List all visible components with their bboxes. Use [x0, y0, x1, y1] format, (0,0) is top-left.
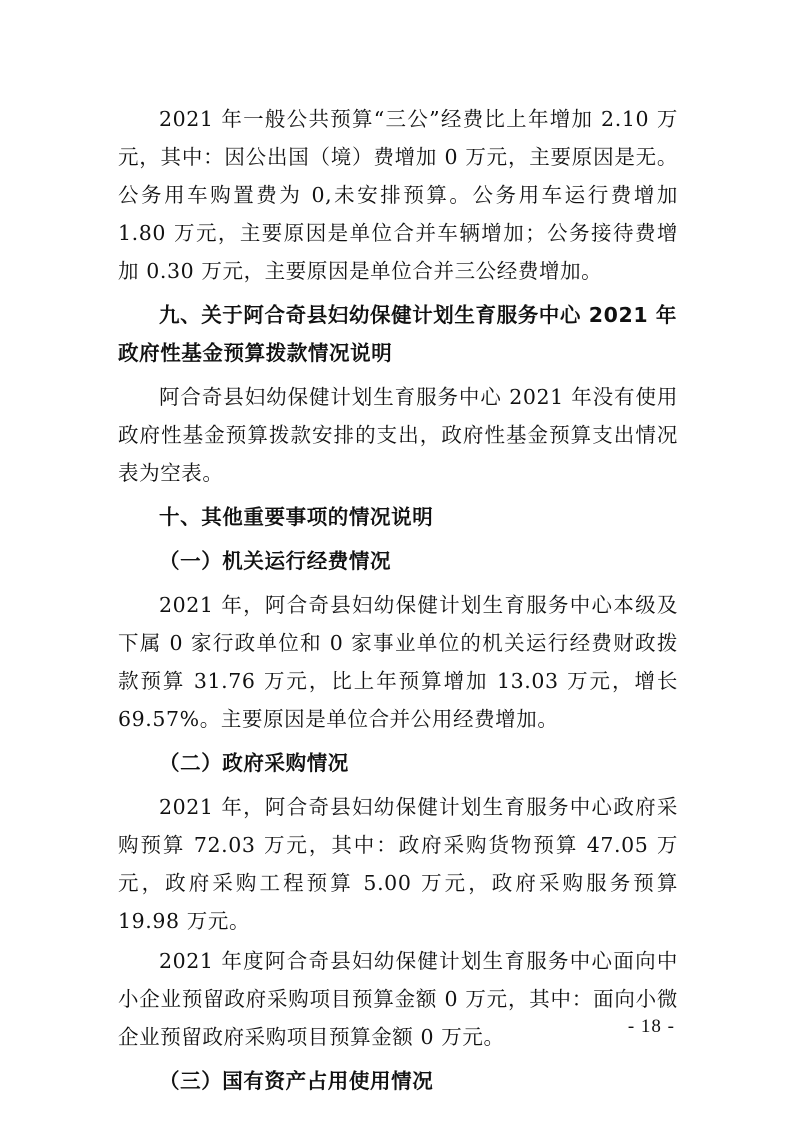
- subheading-operating-expenses: （一）机关运行经费情况: [159, 549, 392, 573]
- page-number: - 18 -: [627, 1016, 675, 1037]
- paragraph-sangong-expenses: 2021 年一般公共预算“三公”经费比上年增加 2.10 万元，其中：因公出国（境）费增加 0 万元，主要原因是无。公务用车购置费为 0,未安排预算。公务用车运行费增加 1.80 万元，主要原因是单位合并车辆增加；公务接待费增加 0.30 万元，主要原因是单位合并三公经费增加。: [118, 107, 678, 283]
- paragraph-sme-reservation: 2021 年度阿合奇县妇幼保健计划生育服务中心面向中小企业预留政府采购项目预算金额 0 万元，其中：面向小微企业预留政府采购项目预算金额 0 万元。: [118, 949, 678, 1049]
- paragraph-procurement-budget: 2021 年，阿合奇县妇幼保健计划生育服务中心政府采购预算 72.03 万元，其中：政府采购货物预算 47.05 万元，政府采购工程预算 5.00 万元，政府采购服务预算 19.98 万元。: [118, 795, 678, 933]
- subheading-procurement: （二）政府采购情况: [159, 751, 349, 775]
- paragraph-government-fund: 阿合奇县妇幼保健计划生育服务中心 2021 年没有使用政府性基金预算拨款安排的支出，政府性基金预算支出情况表为空表。: [118, 385, 678, 485]
- section-heading-9: 九、关于阿合奇县妇幼保健计划生育服务中心 2021 年政府性基金预算拨款情况说明: [118, 303, 678, 365]
- section-heading-10: 十、其他重要事项的情况说明: [159, 505, 434, 529]
- paragraph-operating-expenses: 2021 年，阿合奇县妇幼保健计划生育服务中心本级及下属 0 家行政单位和 0 家事业单位的机关运行经费财政拨款预算 31.76 万元，比上年预算增加 13.03 万元，增长 69.57%。主要原因是单位合并公用经费增加。: [118, 593, 678, 731]
- document-body: [118, 100, 678, 1106]
- subheading-state-assets: （三）国有资产占用使用情况: [159, 1069, 434, 1093]
